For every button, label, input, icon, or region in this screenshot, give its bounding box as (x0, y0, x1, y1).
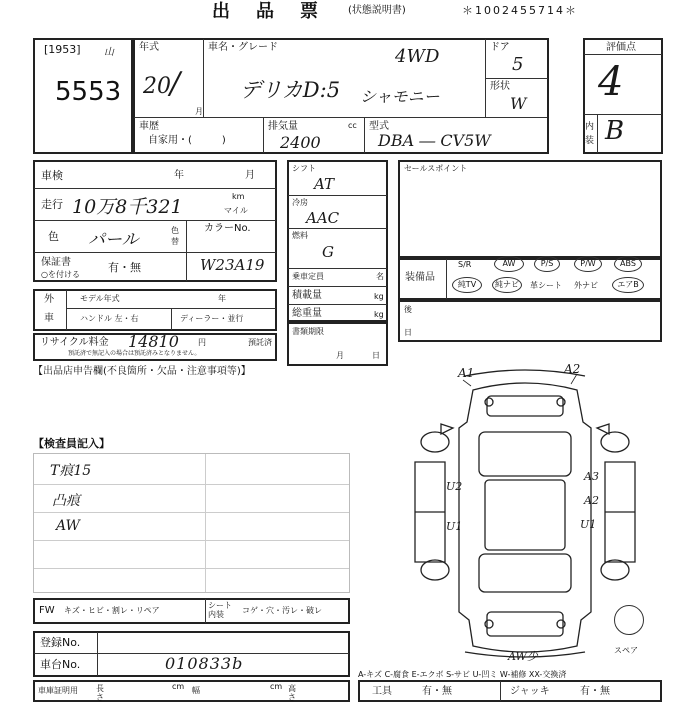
recycle-foot: 預託済で無記入の場合は預託済みとなりません。 (68, 350, 201, 357)
foreign-model-year: モデル年式 (80, 294, 120, 303)
displacement-label: 排気量 (268, 121, 298, 132)
equip-navi: 純ナビ (492, 277, 522, 293)
fw-items: キズ・ヒビ・割レ・リペア (64, 606, 160, 615)
year-value: 20 (143, 74, 171, 99)
lot-series: [1953] (44, 43, 81, 56)
tools-label: 工具 (372, 686, 392, 697)
color-code-label: カラーNo. (204, 223, 251, 234)
foreign-label-2: 車 (44, 313, 54, 324)
score-value: 4 (598, 59, 624, 105)
type-value: DBA ― CV5W (378, 131, 491, 150)
displacement-unit: cc (348, 121, 357, 130)
year-month-unit: 月 (195, 107, 203, 116)
cert-label: 車庫証明用 (38, 686, 78, 695)
model-label: 車名・グレード (208, 42, 278, 53)
interior-label: 内装 (585, 122, 595, 146)
recycle-note: 預託済 (248, 338, 272, 347)
cert-width: 幅 (192, 686, 200, 695)
cert-width-unit: cm (270, 682, 283, 691)
jack-label: ジャッキ (510, 686, 550, 697)
barcode-number: ＊1002455714＊ (462, 4, 578, 17)
sales-point-label: セールスポイント (404, 164, 468, 173)
shift-value: AT (314, 175, 335, 193)
inspector-note-2: 凸痕 (52, 493, 80, 509)
registration-label: 登録No. (40, 636, 81, 649)
foreign-handle: ハンドル 左・右 (80, 314, 139, 323)
docs-label: 書類期限 (292, 327, 324, 336)
foreign-dealer: ディーラー・並行 (180, 314, 244, 323)
sales-point-box (398, 160, 662, 258)
equip-abs: ABS (614, 256, 642, 272)
doors-value: 5 (512, 54, 524, 75)
year-slash: / (170, 66, 181, 101)
equip-aw: AW (494, 256, 524, 272)
chassis-label: 車台No. (40, 658, 81, 671)
capacity-label: 乗車定員 (292, 272, 324, 281)
mileage-value: 10万8千321 (72, 196, 183, 218)
sheet-subtitle: (状態説明書) (348, 5, 406, 16)
warranty-label: 保証書 (41, 257, 71, 268)
damage-mark-rear: AW少 (508, 650, 538, 663)
gross-unit: kg (374, 310, 384, 319)
car-damage-diagram (405, 362, 645, 662)
mileage-label: 走行 (41, 198, 63, 211)
fuel-label: 燃料 (292, 231, 308, 240)
aircon-value: AAC (306, 209, 340, 227)
equip-ext-navi: 外ナビ (574, 281, 598, 290)
recycle-label: リサイクル料金 (40, 337, 109, 348)
warranty-options: 有・無 (108, 261, 141, 274)
doors-label: ドア (490, 42, 510, 53)
damage-legend: A-キズ C-腐食 E-エクボ S-サビ U-凹ミ W-補修 XX-交換済 (358, 670, 567, 679)
model-drive: 4WD (395, 46, 440, 67)
color-label: 色 (48, 230, 59, 243)
equip-sr: S/R (458, 260, 472, 269)
equip-ps: P/S (534, 256, 560, 272)
rear-box (398, 300, 662, 342)
year-label: 年式 (139, 42, 159, 53)
history-label: 車歴 (139, 121, 159, 132)
cert-height: 高さ (288, 684, 296, 702)
spare-label: スペア (614, 646, 638, 655)
equipment-label: 装備品 (405, 272, 435, 283)
rear-label: 後 (404, 305, 412, 314)
cert-length-unit: cm (172, 682, 185, 691)
recycle-unit: 円 (198, 338, 206, 347)
equip-pw: P/W (574, 256, 602, 272)
seat-items: コゲ・穴・汚レ・破レ (242, 606, 322, 615)
gross-label: 総重量 (292, 308, 322, 319)
inspection-label: 車検 (41, 169, 63, 182)
interior-value: B (605, 116, 625, 146)
cert-length: 長さ (96, 684, 104, 702)
damage-mark-right-upper: A3 (584, 470, 599, 483)
seat-label: シート内装 (208, 601, 232, 619)
lot-mark: 山 (104, 47, 114, 58)
aircon-label: 冷房 (292, 198, 308, 207)
warranty-note: ○を付ける (41, 270, 80, 279)
jack-options: 有・無 (580, 686, 610, 697)
tools-options: 有・無 (422, 686, 452, 697)
model-grade: シャモニー (360, 87, 440, 106)
chassis-value: 010833b (165, 654, 244, 673)
equip-tv: 純TV (452, 277, 482, 293)
color-code-value: W23A19 (200, 256, 265, 274)
equip-airbag: エアB (612, 277, 644, 293)
displacement-value: 2400 (280, 133, 321, 152)
color-value: パール (88, 230, 139, 250)
fuel-value: G (322, 243, 334, 261)
inspector-note-1: T痕15 (50, 463, 92, 479)
shape-value: W (510, 94, 527, 113)
damage-mark-left-lower: U1 (446, 520, 463, 533)
type-label: 型式 (369, 121, 389, 132)
load-label: 積載量 (292, 290, 322, 301)
fw-label: FW (39, 605, 55, 616)
damage-mark-front-right: A2 (564, 362, 581, 376)
shape-label: 形状 (490, 81, 510, 92)
docs-day: 日 (372, 351, 380, 360)
color-change: 色替 (171, 226, 179, 246)
inspection-year: 年 (174, 170, 184, 181)
damage-mark-right-lower: U1 (580, 518, 597, 531)
shift-label: シフト (292, 164, 316, 173)
model-name: デリカD:5 (240, 78, 341, 102)
foreign-box (33, 289, 277, 331)
mileage-km: km (232, 192, 245, 201)
foreign-label-1: 外 (44, 294, 54, 305)
damage-mark-front-left: A1 (458, 366, 475, 380)
damage-mark-left-upper: U2 (446, 480, 463, 493)
capacity-unit: 名 (376, 272, 384, 281)
inspection-month: 月 (245, 170, 255, 181)
equip-leather: 革シート (530, 281, 562, 290)
sheet-title: 出 品 票 (212, 1, 322, 22)
inspector-note-3: AW (56, 518, 80, 534)
seller-note: 【出品店申告欄(不良箇所・欠品・注意事項等)】 (33, 366, 251, 377)
docs-month: 月 (336, 351, 344, 360)
damage-mark-right-middle: A2 (584, 494, 599, 507)
score-label: 評価点 (606, 42, 636, 53)
foreign-year: 年 (218, 294, 226, 303)
recycle-value: 14810 (128, 332, 179, 351)
lot-number: 5553 (55, 77, 122, 107)
spare-tire-icon (614, 605, 644, 635)
history-value: 自家用・( ) (148, 135, 226, 146)
mileage-mile: マイル (224, 206, 248, 215)
inspector-title: 【検査員記入】 (33, 437, 110, 450)
load-unit: kg (374, 292, 384, 301)
rear-label-2: 日 (404, 328, 412, 337)
